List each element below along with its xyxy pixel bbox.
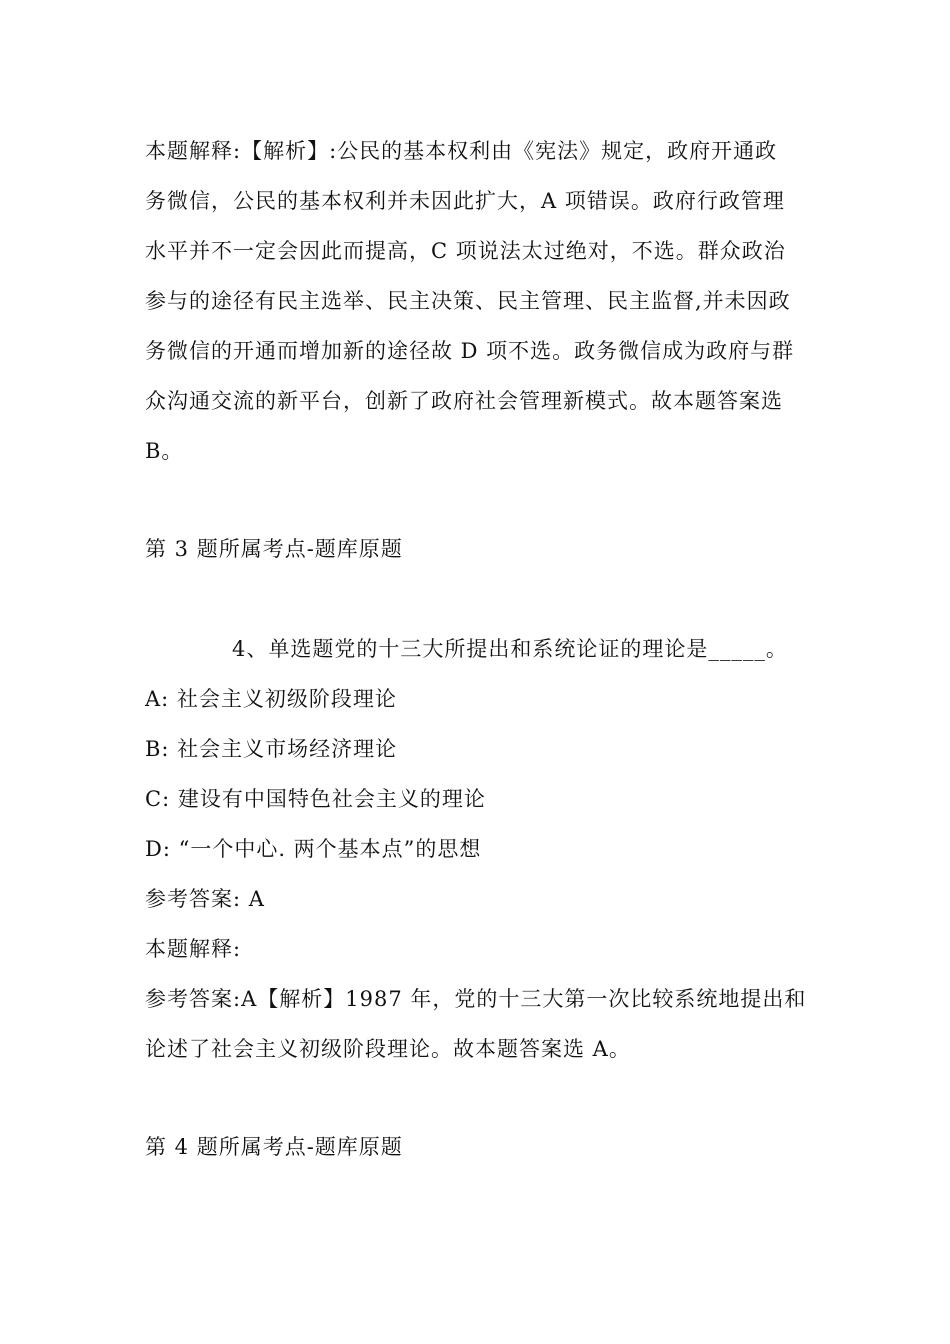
q4-option-c: C: 建设有中国特色社会主义的理论 (145, 787, 486, 811)
explanation-line: 本题解释:【解析】:公民的基本权利由《宪法》规定，政府开通政 (145, 139, 778, 163)
explanation-line: 务微信的开通而增加新的途径故 D 项不选。政务微信成为政府与群 (145, 339, 795, 363)
q4-question-text: 4、单选题党的十三大所提出和系统论证的理论是_____。 (232, 637, 788, 661)
q4-option-b: B: 社会主义市场经济理论 (145, 737, 398, 761)
q4-knowledge-point: 第 4 题所属考点-题库原题 (145, 1135, 403, 1159)
q4-option-d: D: “一个中心. 两个基本点”的思想 (145, 837, 482, 861)
q4-option-a: A: 社会主义初级阶段理论 (145, 687, 397, 711)
explanation-line: 众沟通交流的新平台，创新了政府社会管理新模式。故本题答案选 (145, 389, 783, 413)
explanation-line: 参与的途径有民主选举、民主决策、民主管理、民主监督,并未因政 (145, 289, 791, 313)
explanation-line: B。 (145, 439, 184, 463)
explanation-line: 水平并不一定会因此而提高，C 项说法太过绝对，不选。群众政治 (145, 239, 786, 263)
q4-explanation-line: 参考答案:A【解析】1987 年，党的十三大第一次比较系统地提出和 (145, 987, 807, 1011)
q4-explanation-line: 论述了社会主义初级阶段理论。故本题答案选 A。 (145, 1037, 631, 1061)
q3-knowledge-point: 第 3 题所属考点-题库原题 (145, 537, 403, 561)
q4-explanation-label: 本题解释: (145, 937, 242, 961)
q4-reference-answer: 参考答案: A (145, 887, 265, 911)
explanation-line: 务微信，公民的基本权利并未因此扩大，A 项错误。政府行政管理 (145, 189, 785, 213)
